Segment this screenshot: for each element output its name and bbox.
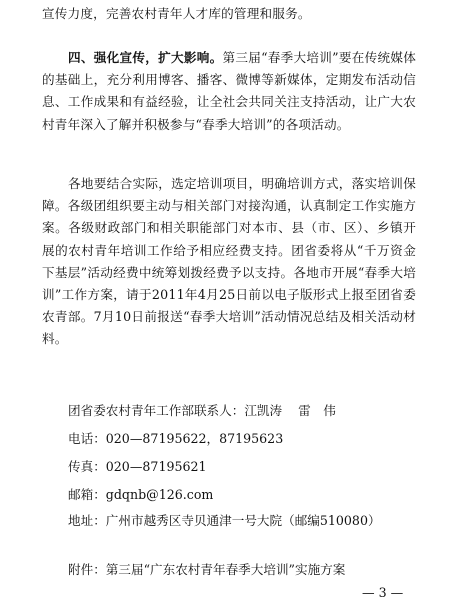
address-value: 广州市越秀区寺贝通津一号大院（邮编510080） <box>105 513 381 528</box>
phone-value: 020—87195622，87195623 <box>105 431 284 446</box>
fax-line <box>68 458 207 476</box>
attachment-line <box>68 561 345 579</box>
email-label: 邮箱： <box>68 487 106 502</box>
page-number: — 3 — <box>362 585 404 600</box>
paragraph-continuation-text: 宣传力度，完善农村青年人才库的管理和服务。 <box>42 6 311 21</box>
email-value: gdqnb@126.com <box>105 487 214 502</box>
address-line <box>68 512 381 530</box>
fax-label: 传真： <box>68 459 106 474</box>
phone-label: 电话： <box>68 431 106 446</box>
paragraph-implementation-text: 各地要结合实际，选定培训项目，明确培训方式，落实培训保障。各级团组织要主动与相关部门对接沟通，认真制定工作实施方案。各级财政部门和相关职能部门对本市、县（市、区）、乡镇开展的农村青年培训工作给予相应经费支持。团省委将从“千万资金下基层”活动经费中统筹划拨经费予以支持。各地市开展“春季大培训”工作方案，请于2011年4月25日前以电子版形式上报至团省委农青部。7月10日前报送“春季大培训”活动情况总结及相关活动材料。 <box>42 176 416 347</box>
email-line <box>68 486 213 504</box>
paragraph-publicity <box>42 47 416 136</box>
paragraph-implementation <box>42 173 416 351</box>
paragraph-publicity-body: 第三届“春季大培训”要在传统媒体的基础上，充分利用博客、播客、微博等新媒体，定期发布活动信息、工作成果和有益经验，让全社会共同关注支持活动，让广大农村青年深入了解并积极参与“春季大培训”的各项活动。 <box>42 50 416 132</box>
contact-name-1: 江凯涛 <box>244 403 283 418</box>
contact-person-line <box>68 402 336 420</box>
fax-value: 020—87195621 <box>105 459 207 474</box>
attachment-title: 第三届“广东农村青年春季大培训”实施方案 <box>105 562 346 577</box>
phone-line <box>68 430 283 448</box>
paragraph-continuation <box>42 3 416 25</box>
section-heading: 四、强化宣传，扩大影响。 <box>68 50 223 65</box>
contact-label: 团省委农村青年工作部联系人： <box>68 403 245 418</box>
contact-name-2: 雷 伟 <box>298 403 336 418</box>
address-label: 地址： <box>68 513 106 528</box>
attachment-label: 附件： <box>68 562 106 577</box>
